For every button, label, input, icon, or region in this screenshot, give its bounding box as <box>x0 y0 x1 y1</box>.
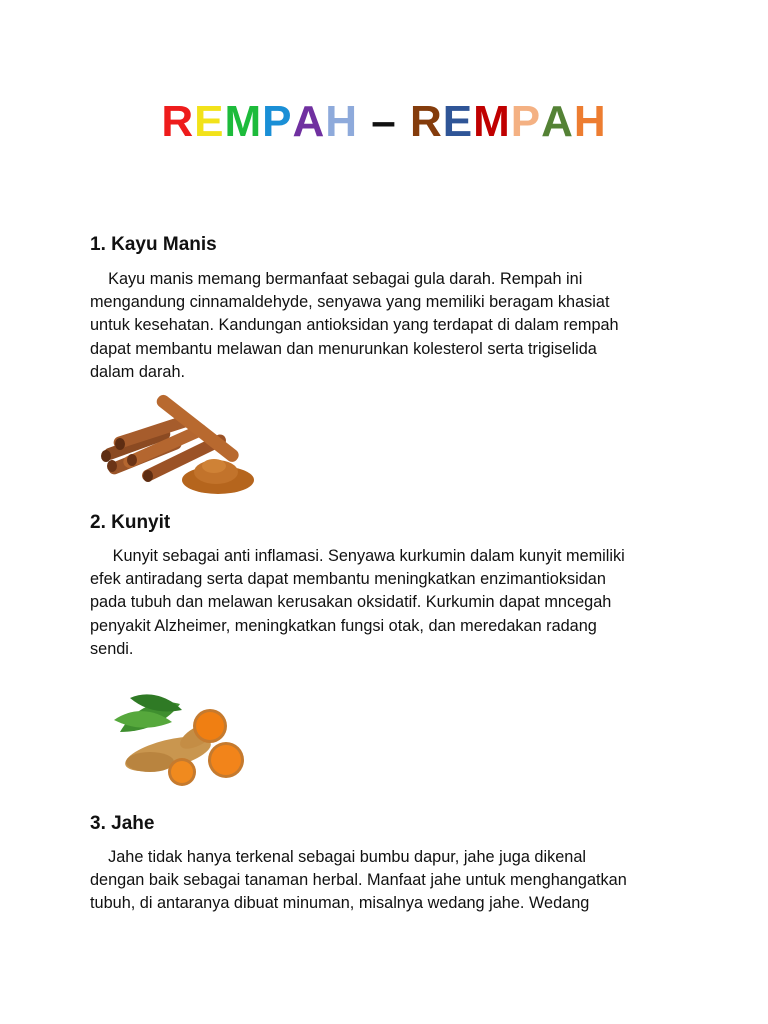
paragraph-line: Jahe tidak hanya terkenal sebagai bumbu dapur, jahe juga dikenal <box>90 848 587 866</box>
page-title <box>0 96 768 148</box>
title-separator: – <box>358 97 410 146</box>
turmeric-root-image <box>90 676 270 794</box>
title-letter: P <box>262 97 293 146</box>
title-letter: M <box>224 97 263 146</box>
paragraph-line: pada tubuh dan melawan kerusakan oksidatif. Kurkumin dapat mncegah <box>90 593 612 612</box>
title-letter: P <box>510 97 542 146</box>
paragraph-line: Kayu manis memang bermanfaat sebagai gula darah. Rempah ini <box>90 270 583 288</box>
paragraph-line: tubuh, di antaranya dibuat minuman, misalnya wedang jahe. Wedang <box>90 894 590 913</box>
title-letter: E <box>442 97 474 146</box>
paragraph-line: Kunyit sebagai anti inflamasi. Senyawa kurkumin dalam kunyit memiliki <box>90 547 625 565</box>
section-heading-jahe: 3. Jahe <box>90 813 155 834</box>
title-letter: R <box>161 97 195 146</box>
section-paragraph-kunyit <box>90 545 680 661</box>
title-letter: A <box>292 97 326 146</box>
cinnamon-icon <box>90 392 270 500</box>
section-paragraph-jahe <box>90 846 680 916</box>
paragraph-line: penyakit Alzheimer, meningkatkan fungsi otak, dan meredakan radang <box>90 616 597 635</box>
title-letter: H <box>325 97 359 146</box>
section-heading-kayu-manis: 1. Kayu Manis <box>90 234 217 255</box>
cinnamon-sticks-image <box>90 392 270 500</box>
paragraph-line: untuk kesehatan. Kandungan antioksidan yang terdapat di dalam rempah <box>90 316 619 335</box>
paragraph-line: dalam darah. <box>90 362 186 381</box>
paragraph-line: dengan baik sebagai tanaman herbal. Manfaat jahe untuk menghangatkan <box>90 871 627 890</box>
paragraph-line: dapat membantu melawan dan menurunkan kolesterol serta trigiselida <box>90 339 597 358</box>
section-paragraph-kayu-manis <box>90 268 680 384</box>
paragraph-line: efek antiradang serta dapat membantu meningkatkan enzimantioksidan <box>90 570 606 589</box>
turmeric-icon <box>90 676 270 794</box>
title-letter: A <box>541 97 574 146</box>
title-letter: H <box>573 97 607 146</box>
title-letter: R <box>409 97 443 146</box>
paragraph-line: sendi. <box>90 639 134 658</box>
paragraph-line: mengandung cinnamaldehyde, senyawa yang memiliki beragam khasiat <box>90 293 610 312</box>
title-letter: E <box>194 97 225 146</box>
title-letter: M <box>473 97 511 146</box>
section-heading-kunyit: 2. Kunyit <box>90 512 171 533</box>
